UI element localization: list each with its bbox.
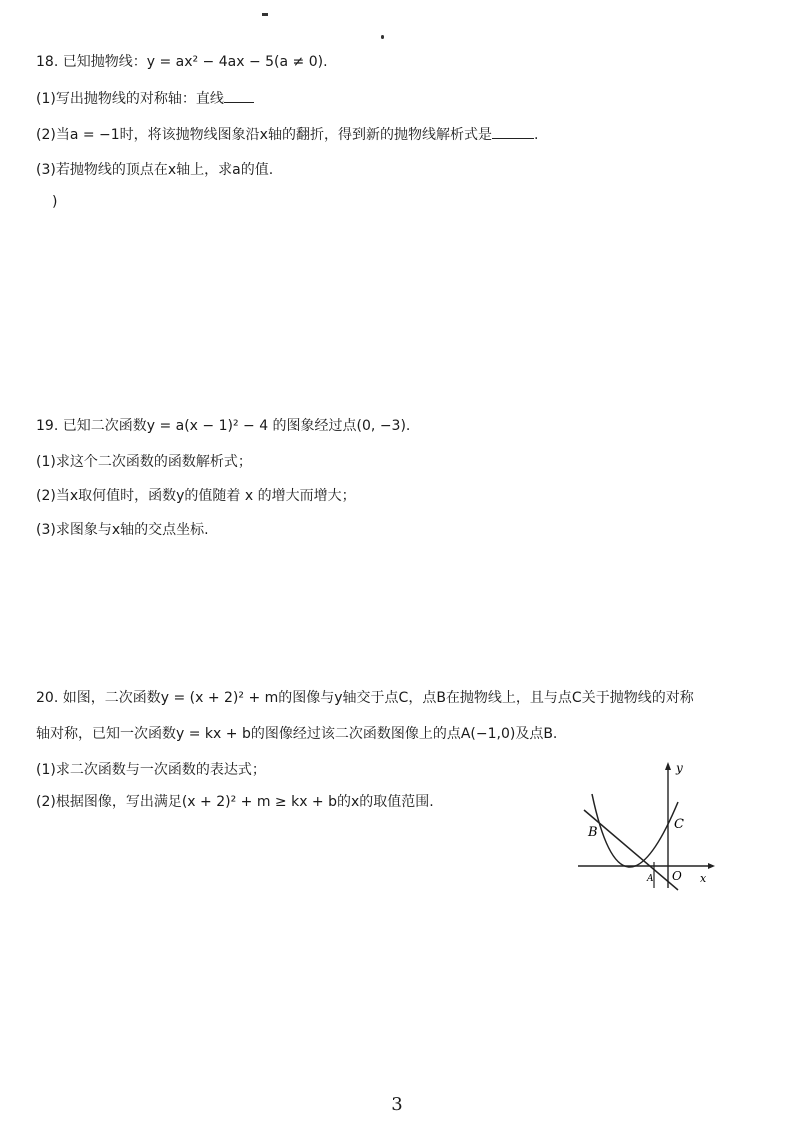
q19-part3: (3)求图象与x轴的交点坐标. bbox=[36, 522, 209, 538]
q20-part1: (1)求二次函数与一次函数的表达式； bbox=[36, 762, 266, 778]
q18-part2 bbox=[36, 124, 538, 145]
q19-part2: (2)当x取何值时，函数y的值随着 x 的增大而增大； bbox=[36, 488, 356, 504]
q18-part3: (3)若抛物线的顶点在x轴上，求a的值. bbox=[36, 162, 274, 178]
point-c-label: C bbox=[674, 817, 684, 832]
point-a-label: A bbox=[647, 874, 654, 884]
q18-stem: 18. 已知抛物线：y = ax² − 4ax − 5(a ≠ 0). bbox=[36, 54, 328, 70]
q20-stem-line2: 轴对称，已知一次函数y = kx + b的图像经过该二次函数图像上的点A(−1,0)及点B. bbox=[36, 726, 558, 742]
scan-speck bbox=[381, 35, 384, 39]
y-axis-label: y bbox=[676, 761, 683, 775]
q20-part2: (2)根据图像，写出满足(x + 2)² + m ≥ kx + b的x的取值范围. bbox=[36, 794, 434, 810]
x-axis-arrow-icon bbox=[708, 863, 715, 869]
linear-function-line bbox=[584, 810, 678, 890]
q20-figure bbox=[574, 758, 720, 894]
q19-stem: 19. 已知二次函数y = a(x − 1)² − 4 的图象经过点(0, −3). bbox=[36, 418, 411, 434]
origin-label: O bbox=[672, 869, 682, 883]
page-number: 3 bbox=[391, 1094, 403, 1115]
y-axis-arrow-icon bbox=[665, 762, 671, 770]
q18-part1-text: (1)写出抛物线的对称轴：直线 bbox=[36, 91, 224, 107]
x-axis-label: x bbox=[700, 872, 707, 885]
q18-part2-end: . bbox=[533, 127, 539, 143]
q18-part1-blank[interactable] bbox=[224, 88, 254, 103]
q19-part1: (1)求这个二次函数的函数解析式； bbox=[36, 454, 252, 470]
parabola-curve bbox=[592, 794, 678, 867]
q18-part1 bbox=[36, 88, 254, 109]
scan-speck bbox=[262, 13, 268, 16]
q20-stem-line1: 20. 如图，二次函数y = (x + 2)² + m的图像与y轴交于点C，点B在抛物线上，且与点C关于抛物线的对称 bbox=[36, 690, 694, 706]
q18-stray-mark: ) bbox=[52, 194, 58, 210]
point-b-label: B bbox=[588, 825, 598, 840]
q18-part2-text: (2)当a = −1时，将该抛物线图象沿x轴的翻折，得到新的抛物线解析式是 bbox=[36, 127, 492, 143]
q18-part2-blank[interactable] bbox=[492, 124, 534, 139]
